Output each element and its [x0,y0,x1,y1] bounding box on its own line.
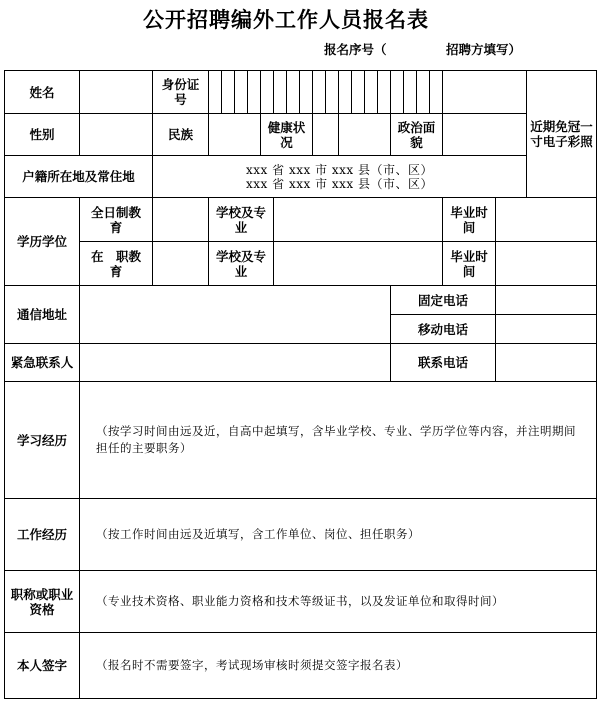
study-history-label: 学习经历 [5,382,80,499]
id-digit-box[interactable] [391,71,404,114]
id-digit-box[interactable] [443,71,527,114]
id-digit-box[interactable] [222,71,235,114]
id-digit-box[interactable] [417,71,430,114]
fulltime-degree-field[interactable] [153,198,209,242]
study-history-field[interactable]: （按学习时间由远及近，自高中起填写，含毕业学校、专业、学历学位等内容，并注明期间担任的主要职务） [80,382,597,499]
health-label: 健康状况 [261,114,313,156]
form-title: 公开招聘编外工作人员报名表 [143,7,429,32]
contact-phone-label: 联系电话 [391,344,496,382]
inservice-degree-field[interactable] [153,242,209,286]
work-history-field[interactable]: （按工作时间由远及近填写，含工作单位、岗位、担任职务） [80,499,597,571]
emergency-contact-label: 紧急联系人 [5,344,80,382]
id-digit-box[interactable] [300,71,313,114]
id-digit-box[interactable] [274,71,287,114]
signature-field[interactable]: （报名时不需要签字，考试现场审核时须提交签字报名表） [80,633,597,699]
inservice-education-label: 在 职教 育 [80,242,153,286]
address-label: 通信地址 [5,286,80,344]
politics-label: 政治面貌 [391,114,443,156]
residence-line: xxx 省 xxx 市 xxx 县（市、区） [246,176,433,191]
fulltime-school-label: 学校及专业 [209,198,274,242]
id-digit-box[interactable] [430,71,443,114]
serial-label: 报名序号（ [324,42,387,57]
work-history-label: 工作经历 [5,499,80,571]
id-number-label: 身份证号 [153,71,209,114]
inservice-grad-label: 毕业时间 [443,242,496,286]
id-digit-box[interactable] [378,71,391,114]
fulltime-grad-field[interactable] [496,198,597,242]
health-field[interactable] [313,114,339,156]
fulltime-grad-label: 毕业时间 [443,198,496,242]
name-field[interactable] [80,71,153,114]
education-label: 学历学位 [5,198,80,286]
signature-label: 本人签字 [5,633,80,699]
ethnicity-field[interactable] [209,114,261,156]
id-digit-box[interactable] [261,71,274,114]
residence-line: xxx 省 xxx 市 xxx 县（市、区） [246,162,433,177]
id-digit-box[interactable] [326,71,339,114]
inservice-grad-field[interactable] [496,242,597,286]
fulltime-school-field[interactable] [274,198,443,242]
residence-label: 户籍所在地及常住地 [5,156,153,198]
name-label: 姓名 [5,71,80,114]
id-digit-box[interactable] [339,71,352,114]
spacer-cell [339,114,391,156]
qualification-label: 职称或职业资格 [5,571,80,633]
photo-area[interactable]: 近期免冠一寸电子彩照 [527,71,597,198]
inservice-school-label: 学校及专业 [209,242,274,286]
qualification-field[interactable]: （专业技术资格、职业能力资格和技术等级证书，以及发证单位和取得时间） [80,571,597,633]
gender-field[interactable] [80,114,153,156]
emergency-contact-field[interactable] [80,344,391,382]
inservice-school-field[interactable] [274,242,443,286]
registration-form-table [4,70,597,699]
id-digit-box[interactable] [235,71,248,114]
id-digit-box[interactable] [313,71,326,114]
politics-field[interactable] [443,114,527,156]
mobile-phone-label: 移动电话 [391,315,496,344]
id-digit-box[interactable] [248,71,261,114]
fixed-phone-field[interactable] [496,286,597,315]
id-digit-box[interactable] [352,71,365,114]
fulltime-education-label: 全日制教 育 [80,198,153,242]
id-digit-box[interactable] [287,71,300,114]
ethnicity-label: 民族 [153,114,209,156]
gender-label: 性别 [5,114,80,156]
id-digit-box[interactable] [209,71,222,114]
serial-note: 招聘方填写） [446,42,522,57]
mobile-phone-field[interactable] [496,315,597,344]
id-digit-box[interactable] [365,71,378,114]
address-field[interactable] [80,286,391,344]
id-digit-box[interactable] [404,71,417,114]
residence-field[interactable] [153,156,527,198]
fixed-phone-label: 固定电话 [391,286,496,315]
contact-phone-field[interactable] [496,344,597,382]
